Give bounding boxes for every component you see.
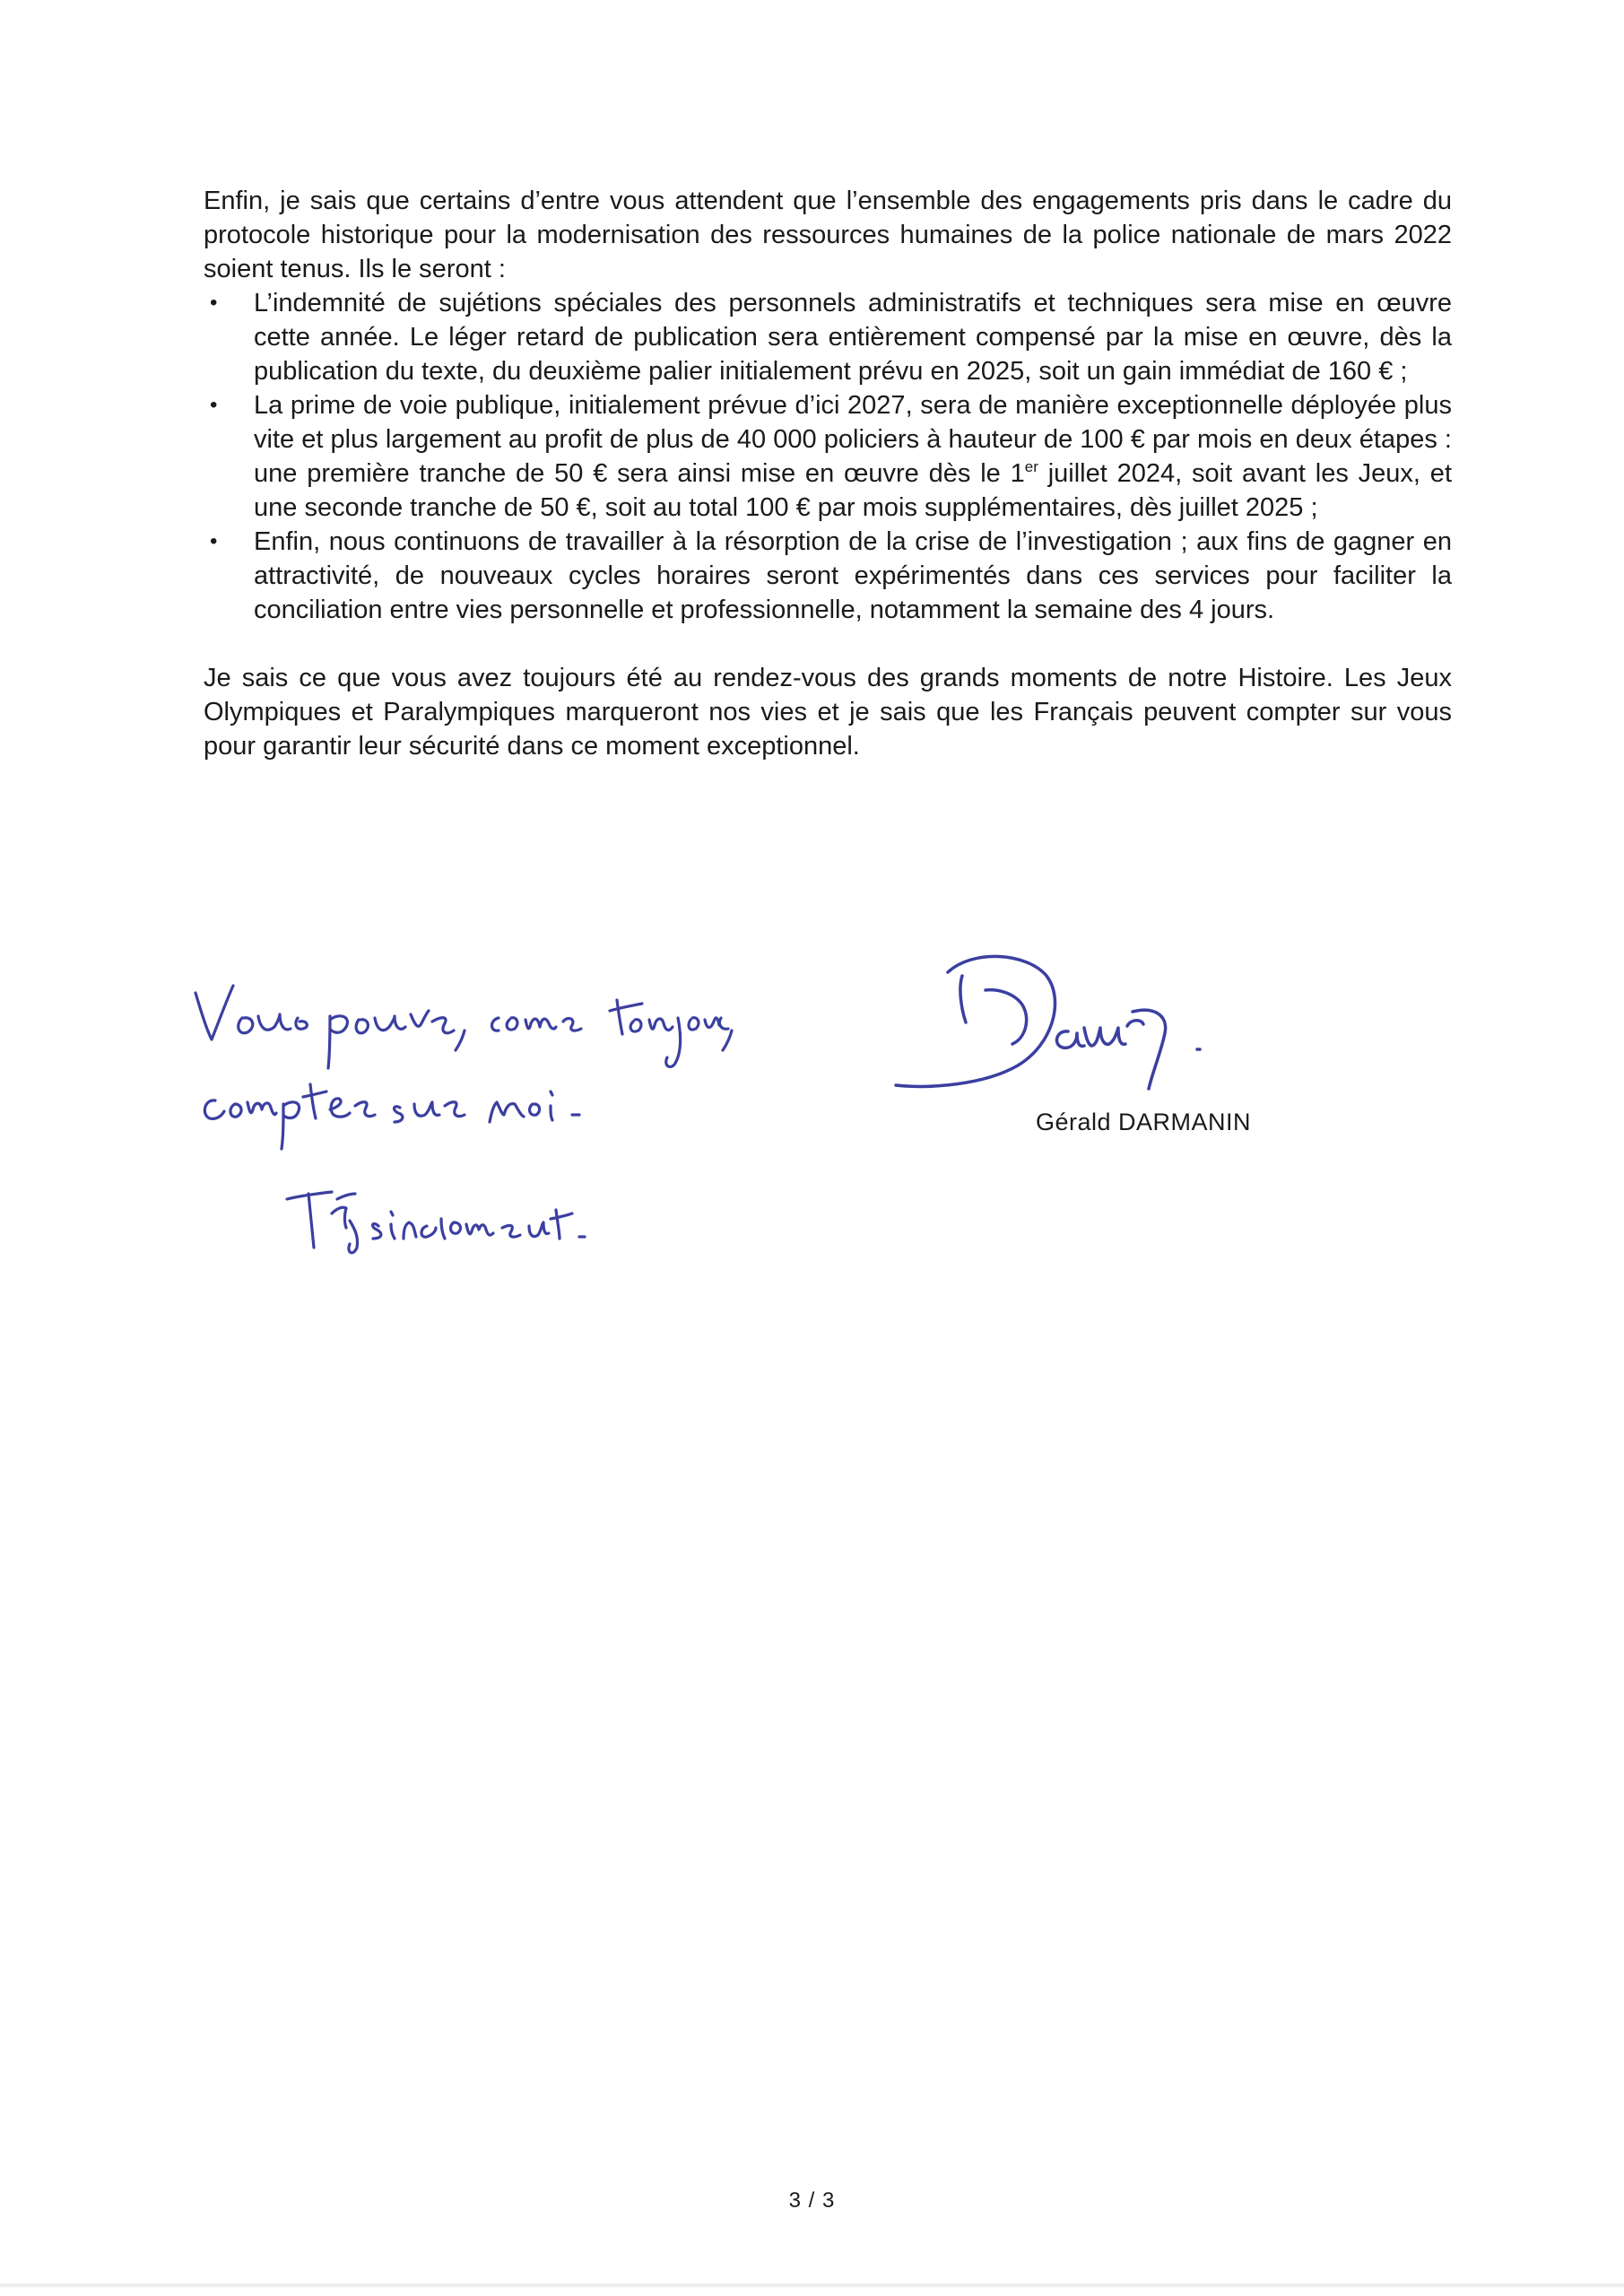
- list-item-text: [254, 391, 1452, 522]
- list-item-text-part: La prime de voie publique, initialement prévue d’ici 2027, sera de manière exceptionnelle déployée plus vite et plus largement au profit de plus de 40 000 policiers à hauteur de 100 € par mois en deux étapes : une première tranche de 50 € sera ainsi mise en œuvre dès le 1: [254, 391, 1452, 488]
- list-item: [204, 286, 1452, 388]
- intro-paragraph: Enfin, je sais que certains d’entre vous attendent que l’ensemble des engagements pris dans le cadre du protocole historique pour la modernisation des ressources humaines de la police nationale de mars 2022 soient tenus. Ils le seront :: [204, 187, 1452, 283]
- list-item-text-part: juillet 2024, soit avant les Jeux, et une seconde tranche de 50 €, soit au total 100 € par mois supplémentaires, dès juillet 2025 ;: [254, 459, 1452, 522]
- page-number: 3 / 3: [788, 2188, 836, 2213]
- ordinal-superscript: er: [1024, 458, 1038, 475]
- closing-paragraph: Je sais ce que vous avez toujours été au rendez-vous des grands moments de notre Histoire. Les Jeux Olympiques et Paralympiques marqueront nos vies et je sais que les Français peuvent compter sur vous pour garantir leur sécurité dans ce moment exceptionnel.: [204, 664, 1452, 761]
- list-item-text: Enfin, nous continuons de travailler à la résorption de la crise de l’investigation ; aux fins de gagner en attractivité, de nouveaux cycles horaires seront expérimentés dans ces services pour faciliter la conciliation entre vies personnelle et professionnelle, notamment la semaine des 4 jours.: [254, 527, 1452, 624]
- list-item-text: L’indemnité de sujétions spéciales des personnels administratifs et techniques sera mise en œuvre cette année. Le léger retard de publication sera entièrement compensé par la mise en œuvre, dès la publication du texte, du deuxième palier initialement prévu en 2025, soit un gain immédiat de 160 € ;: [254, 289, 1452, 386]
- letter-body: [204, 184, 1452, 763]
- bullet-icon: •: [210, 291, 218, 315]
- commitments-list: [204, 286, 1452, 627]
- handwritten-note: [179, 964, 735, 1287]
- page-edge: [0, 2283, 1624, 2287]
- signer-name: Gérald DARMANIN: [1036, 1109, 1252, 1135]
- bullet-icon: •: [210, 529, 218, 553]
- bullet-icon: •: [210, 393, 218, 417]
- list-item: [204, 525, 1452, 627]
- list-item: [204, 388, 1452, 525]
